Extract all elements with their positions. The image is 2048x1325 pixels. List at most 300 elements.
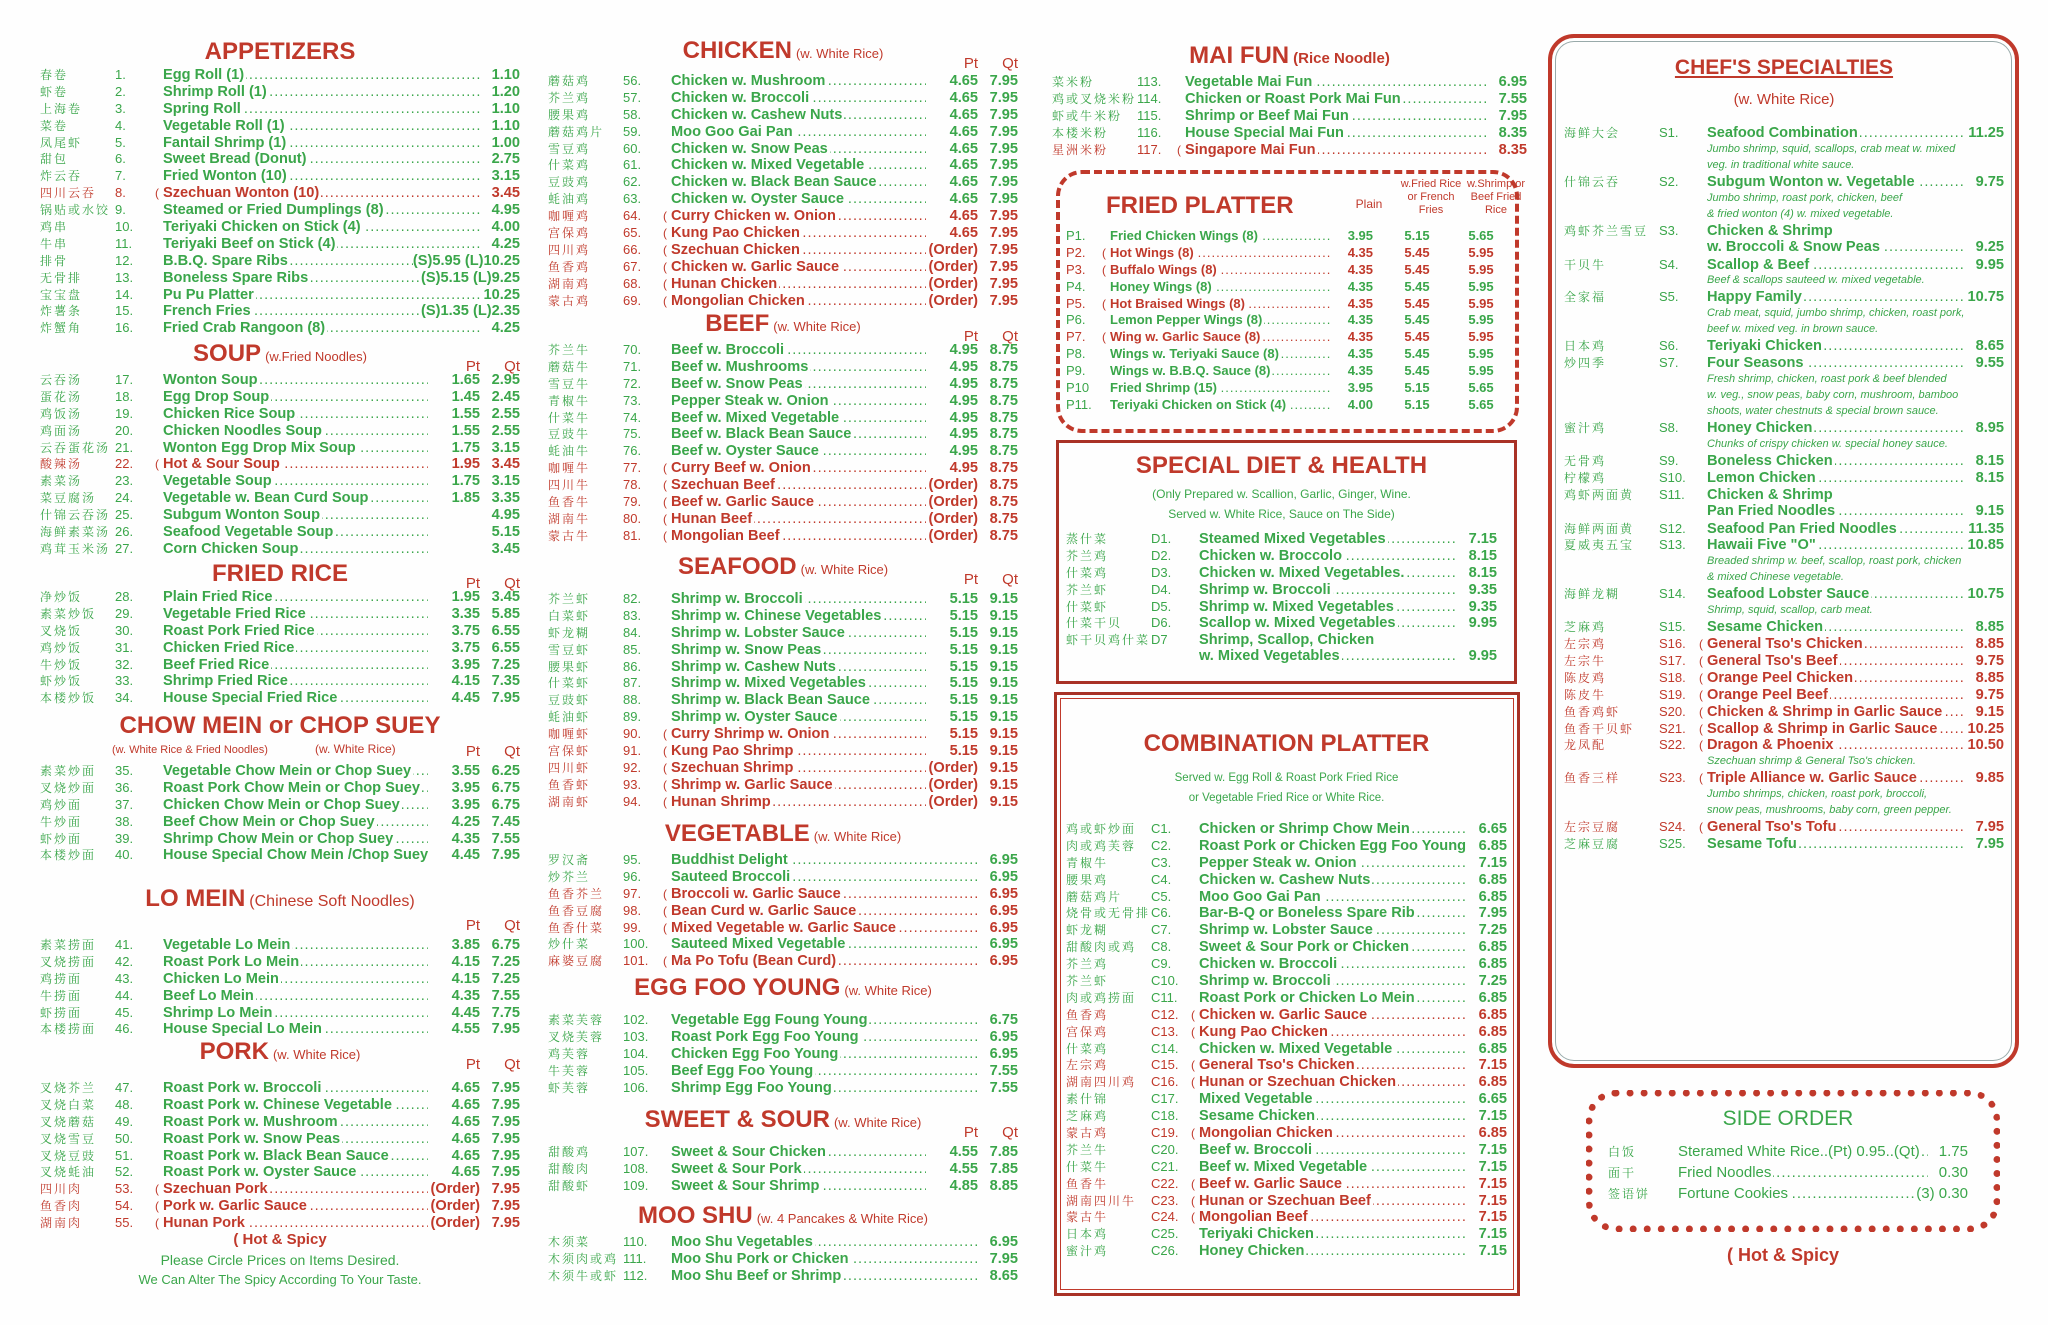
menu-item[interactable]: [548, 1160, 1018, 1177]
menu-item[interactable]: [1066, 363, 1513, 380]
menu-item[interactable]: [1066, 1090, 1507, 1107]
menu-item[interactable]: [548, 725, 1018, 742]
price: 3.15: [491, 168, 520, 185]
menu-item[interactable]: [548, 624, 1018, 641]
menu-item[interactable]: [40, 540, 520, 557]
menu-item[interactable]: [40, 184, 520, 201]
price: 7.15: [1478, 1057, 1507, 1074]
menu-item[interactable]: [40, 1113, 520, 1130]
chili-pepper-icon: (: [663, 760, 667, 775]
menu-item[interactable]: [40, 1214, 520, 1231]
chinese-name: 鱼香鸡: [548, 259, 591, 274]
menu-item[interactable]: [1066, 547, 1497, 564]
item-number: C3.: [1151, 854, 1172, 870]
menu-item[interactable]: [40, 150, 520, 167]
menu-item[interactable]: [1564, 486, 2004, 503]
price: 9.95: [1468, 648, 1497, 665]
item-number: 97.: [623, 885, 642, 901]
price-pint: 4.65: [451, 1164, 480, 1181]
menu-item[interactable]: [1564, 686, 2004, 703]
price-quart: 9.15: [989, 624, 1018, 641]
menu-item[interactable]: [548, 358, 1018, 375]
menu-item[interactable]: [548, 759, 1018, 776]
menu-item[interactable]: [40, 252, 520, 269]
price-quart: 3.15: [491, 473, 520, 490]
menu-item[interactable]: [40, 100, 520, 117]
item-name-text: Chicken w. Garlic Sauce: [1199, 1006, 1368, 1023]
item-name: [163, 507, 428, 523]
item-name: [1707, 223, 2004, 239]
menu-item[interactable]: [40, 622, 520, 639]
item-name-text: Roast Pork Fried Rice: [163, 622, 315, 639]
menu-item[interactable]: [40, 117, 520, 134]
chinese-name: 叉烧蚝油: [40, 1165, 97, 1180]
menu-item[interactable]: [548, 292, 1018, 309]
menu-item[interactable]: [1066, 1056, 1507, 1073]
menu-item[interactable]: [40, 489, 520, 506]
mai-fun-section: [1052, 42, 1527, 157]
item-name: [671, 777, 926, 793]
menu-item[interactable]: [548, 1028, 1018, 1045]
menu-item[interactable]: [1066, 530, 1497, 547]
chinese-name: 叉烧雪豆: [40, 1131, 97, 1146]
price-pint: 4.65: [949, 208, 978, 225]
item-name-text: French Fries: [163, 303, 251, 320]
item-name-text: Vegetable Lo Mein: [163, 937, 291, 953]
menu-item[interactable]: [40, 455, 520, 472]
menu-item[interactable]: [1564, 585, 2004, 602]
item-number: 38.: [115, 813, 134, 829]
menu-item[interactable]: [40, 1163, 520, 1180]
menu-item[interactable]: [1066, 1225, 1507, 1242]
price: 9.95: [1975, 256, 2004, 273]
menu-item[interactable]: [40, 405, 520, 422]
menu-item[interactable]: [1066, 564, 1497, 581]
item-number: S15.: [1659, 619, 1686, 635]
menu-item[interactable]: [1066, 854, 1507, 871]
item-name-text: Roast Pork w. Mushroom: [163, 1113, 338, 1130]
price-quart: 7.55: [491, 987, 520, 1004]
menu-item[interactable]: [548, 123, 1018, 140]
item-name-text: Shrimp w. Broccoli: [1199, 581, 1331, 598]
menu-item[interactable]: [1564, 652, 2004, 669]
menu-item[interactable]: [548, 258, 1018, 275]
menu-item[interactable]: [1052, 107, 1527, 124]
item-name-text: Chicken w. Oyster Sauce: [671, 191, 845, 208]
price-quart: 7.95: [989, 106, 1018, 123]
menu-item[interactable]: [1066, 1175, 1507, 1192]
menu-item[interactable]: [548, 510, 1018, 527]
menu-item[interactable]: [40, 846, 520, 863]
chinese-name: 青椒牛: [548, 393, 591, 408]
menu-item[interactable]: [1066, 1006, 1507, 1023]
price-pint: (Order): [928, 793, 978, 810]
menu-item[interactable]: [1066, 245, 1513, 262]
item-name-text: Shrimp w. Mixed Vegetables: [1199, 598, 1394, 615]
menu-item[interactable]: [1066, 581, 1497, 598]
menu-item[interactable]: [40, 1096, 520, 1113]
menu-item[interactable]: [40, 656, 520, 673]
menu-item[interactable]: [548, 952, 1018, 969]
menu-item[interactable]: [548, 173, 1018, 190]
menu-item[interactable]: [1564, 736, 2004, 753]
menu-item[interactable]: [1564, 769, 2004, 786]
price-pint: 4.95: [949, 460, 978, 477]
menu-item[interactable]: [1066, 228, 1513, 245]
price-quart: 7.95: [491, 847, 520, 864]
chinese-name: 蒙古鸡: [1066, 1126, 1109, 1141]
menu-item[interactable]: [548, 885, 1018, 902]
menu-item[interactable]: [1564, 354, 2004, 371]
menu-item[interactable]: [1066, 397, 1513, 414]
item-number: 67.: [623, 258, 642, 274]
menu-item[interactable]: [1066, 921, 1507, 938]
menu-item[interactable]: [548, 106, 1018, 123]
price: 7.95: [1498, 107, 1527, 124]
menu-item[interactable]: [1564, 669, 2004, 686]
menu-item[interactable]: [40, 936, 520, 953]
menu-item[interactable]: [40, 779, 520, 796]
price: 10.75: [1967, 289, 2004, 306]
menu-item[interactable]: [1066, 1023, 1507, 1040]
menu-item[interactable]: [40, 1197, 520, 1214]
menu-item[interactable]: [548, 919, 1018, 936]
menu-item[interactable]: [40, 134, 520, 151]
item-name: [671, 225, 926, 241]
menu-item[interactable]: [548, 392, 1018, 409]
price: 10.75: [1967, 586, 2004, 603]
item-number: 92.: [623, 759, 642, 775]
menu-item[interactable]: [1564, 720, 2004, 737]
item-name-text: Kung Pao Chicken: [671, 225, 800, 242]
price: 8.65: [989, 1267, 1018, 1284]
menu-item[interactable]: [40, 218, 520, 235]
chili-pepper-icon: (: [663, 209, 667, 224]
menu-item[interactable]: [1066, 1107, 1507, 1124]
menu-item[interactable]: [40, 66, 520, 83]
item-name-text: Spring Roll: [163, 100, 241, 117]
menu-item-continued[interactable]: [1066, 648, 1497, 665]
menu-item[interactable]: [1066, 989, 1507, 1006]
item-name: [1707, 289, 1964, 305]
menu-item[interactable]: [548, 691, 1018, 708]
item-number: 89.: [623, 709, 642, 725]
menu-item[interactable]: [40, 830, 520, 847]
menu-item[interactable]: [40, 672, 520, 689]
price-shrimp-beef: 5.95: [1468, 363, 1494, 379]
menu-item[interactable]: [40, 167, 520, 184]
item-name-text: Pepper Steak w. Onion: [671, 392, 829, 409]
menu-item[interactable]: [548, 493, 1018, 510]
price-quart: 7.25: [491, 970, 520, 987]
menu-item[interactable]: [548, 375, 1018, 392]
item-number: P11.: [1066, 396, 1092, 412]
menu-item[interactable]: [1066, 614, 1497, 631]
price-pint: 4.65: [949, 89, 978, 106]
menu-item[interactable]: [40, 762, 520, 779]
chinese-name: 鱼香什菜: [548, 920, 605, 935]
menu-item[interactable]: [1564, 452, 2004, 469]
menu-item[interactable]: [1066, 1141, 1507, 1158]
menu-item[interactable]: [1564, 288, 2004, 305]
menu-item-continued[interactable]: [1564, 503, 2004, 520]
menu-item[interactable]: [1564, 469, 2004, 486]
menu-item[interactable]: [1066, 346, 1513, 363]
menu-item[interactable]: [1066, 1242, 1507, 1259]
item-name: [671, 1029, 978, 1045]
item-number: S2.: [1659, 173, 1679, 189]
item-name-text: Plain Fried Rice: [163, 589, 273, 605]
menu-item[interactable]: [1066, 938, 1507, 955]
menu-item[interactable]: [1066, 1192, 1507, 1209]
menu-item[interactable]: [1564, 256, 2004, 273]
price-shrimp-beef: 5.95: [1468, 261, 1494, 277]
menu-item[interactable]: [1564, 635, 2004, 652]
price-pint: 4.45: [451, 847, 480, 864]
menu-item[interactable]: [548, 224, 1018, 241]
item-name-text: Shrimp w. Mixed Vegetables: [671, 675, 866, 692]
price: 6.95: [989, 953, 1018, 970]
item-name: [671, 1251, 978, 1267]
item-name: [1185, 91, 1487, 107]
menu-item[interactable]: [1608, 1143, 1968, 1164]
menu-item[interactable]: [548, 902, 1018, 919]
menu-item[interactable]: [548, 89, 1018, 106]
menu-item[interactable]: [548, 1045, 1018, 1062]
menu-item[interactable]: [1564, 818, 2004, 835]
price-fried-rice: 5.45: [1404, 346, 1430, 362]
menu-item[interactable]: [1564, 703, 2004, 720]
menu-item[interactable]: [548, 241, 1018, 258]
menu-item[interactable]: [1052, 73, 1527, 90]
menu-item[interactable]: [1564, 835, 2004, 852]
menu-item[interactable]: [1066, 904, 1507, 921]
menu-item[interactable]: [1066, 871, 1507, 888]
section-title: MOO SHU (w. 4 Pancakes & White Rice): [638, 1202, 928, 1229]
menu-item[interactable]: [1564, 520, 2004, 537]
chinese-name: 芥兰虾: [1066, 582, 1109, 597]
item-name-text: Pu Pu Platter: [163, 286, 254, 303]
menu-item[interactable]: [40, 422, 520, 439]
menu-item[interactable]: [40, 302, 520, 319]
menu-item[interactable]: [1052, 141, 1527, 158]
price: 7.55: [989, 1079, 1018, 1096]
menu-item[interactable]: [40, 796, 520, 813]
chinese-name: 素菜炒面: [40, 764, 97, 778]
menu-item[interactable]: [1066, 837, 1507, 854]
price: 10.85: [1967, 537, 2004, 554]
menu-item[interactable]: [40, 1147, 520, 1164]
price-pint: (Order): [928, 759, 978, 776]
menu-item[interactable]: [40, 1130, 520, 1147]
price-pint: 1.95: [451, 589, 480, 605]
menu-item[interactable]: [40, 605, 520, 622]
menu-item[interactable]: [1066, 279, 1513, 296]
menu-item[interactable]: [548, 1250, 1018, 1267]
price-pint: 5.15: [949, 675, 978, 692]
menu-item[interactable]: [1066, 262, 1513, 279]
item-name: [1199, 531, 1457, 547]
chinese-name: 湖南四川牛: [1066, 1193, 1137, 1208]
menu-item[interactable]: [548, 459, 1018, 476]
menu-item[interactable]: [548, 190, 1018, 207]
menu-item[interactable]: [1066, 972, 1507, 989]
menu-item[interactable]: [40, 523, 520, 540]
menu-item[interactable]: [1066, 631, 1497, 648]
price-pint: 4.65: [949, 225, 978, 242]
menu-item[interactable]: [548, 425, 1018, 442]
item-name: [163, 690, 428, 706]
menu-item[interactable]: [1066, 329, 1513, 346]
chili-pepper-icon: (: [1191, 1210, 1195, 1225]
menu-item[interactable]: [40, 1020, 520, 1037]
menu-item[interactable]: [1066, 312, 1513, 329]
menu-item[interactable]: [548, 674, 1018, 691]
menu-item[interactable]: [40, 439, 520, 456]
menu-item[interactable]: [548, 156, 1018, 173]
item-name-text: Curry Shrimp w. Onion: [671, 726, 830, 743]
menu-item[interactable]: [548, 1267, 1018, 1284]
menu-item[interactable]: [548, 1062, 1018, 1079]
menu-item[interactable]: [1066, 1073, 1507, 1090]
menu-item[interactable]: [548, 776, 1018, 793]
chinese-name: 虾芙蓉: [548, 1080, 591, 1095]
menu-item[interactable]: [1066, 380, 1513, 397]
menu-item[interactable]: [1564, 222, 2004, 239]
chili-pepper-icon: (: [1699, 721, 1703, 736]
menu-item[interactable]: [1564, 618, 2004, 635]
menu-item[interactable]: [1066, 955, 1507, 972]
menu-item[interactable]: [548, 1233, 1018, 1250]
menu-item[interactable]: [40, 286, 520, 303]
menu-item[interactable]: [1066, 296, 1513, 313]
menu-item[interactable]: [1066, 888, 1507, 905]
item-description: Shrimp, squid, scallop, carb meat.: [1707, 604, 1873, 617]
menu-item[interactable]: [548, 207, 1018, 224]
menu-item[interactable]: [548, 1079, 1018, 1096]
menu-item[interactable]: [1608, 1164, 1968, 1185]
price-pint: 4.65: [451, 1147, 480, 1164]
menu-item[interactable]: [548, 658, 1018, 675]
item-name-text: Buddhist Delight: [671, 852, 788, 868]
column-header-plain: Plain: [1355, 197, 1383, 211]
menu-item[interactable]: [548, 140, 1018, 157]
menu-item[interactable]: [548, 793, 1018, 810]
menu-item[interactable]: [1052, 90, 1527, 107]
menu-item[interactable]: [40, 1079, 520, 1096]
chinese-name: 蘑菇鸡片: [1066, 889, 1123, 904]
chili-pepper-icon: (: [1102, 330, 1106, 345]
item-name-text: Chicken w. Mixed Vegetable: [671, 157, 865, 174]
item-name: [1199, 922, 1467, 938]
item-name-text: Happy Family: [1707, 289, 1802, 306]
menu-item[interactable]: [548, 641, 1018, 658]
item-name-text: Seafood Lobster Sauce: [1707, 586, 1870, 603]
price-quart: 8.75: [989, 443, 1018, 460]
menu-item[interactable]: [1564, 337, 2004, 354]
item-name-text: Chicken or Shrimp Chow Mein: [1199, 821, 1410, 837]
menu-item[interactable]: [1608, 1185, 1968, 1206]
menu-item[interactable]: [548, 607, 1018, 624]
menu-item[interactable]: [1066, 598, 1497, 615]
menu-item[interactable]: [40, 639, 520, 656]
menu-item[interactable]: [40, 388, 520, 405]
menu-item[interactable]: [548, 442, 1018, 459]
item-name-text: Wonton Egg Drop Mix Soup: [163, 439, 356, 456]
menu-item[interactable]: [548, 851, 1018, 868]
item-name: [1110, 245, 1331, 260]
item-name-text: Chicken w. Mushroom: [671, 73, 826, 89]
menu-item[interactable]: [40, 201, 520, 218]
menu-item[interactable]: [40, 970, 520, 987]
menu-item[interactable]: [40, 689, 520, 706]
menu-item[interactable]: [40, 83, 520, 100]
chinese-name: 木须牛或虾: [548, 1268, 619, 1283]
item-name: [163, 1164, 428, 1180]
menu-item[interactable]: [548, 935, 1018, 952]
price-quart: 9.15: [989, 591, 1018, 607]
menu-item[interactable]: [1066, 1158, 1507, 1175]
item-number: C4.: [1151, 871, 1172, 887]
item-name-text: Shrimp Chow Mein or Chop Suey: [163, 830, 394, 847]
price-pint: 4.55: [949, 1144, 978, 1160]
menu-item[interactable]: [548, 868, 1018, 885]
menu-item[interactable]: [1052, 124, 1527, 141]
menu-item[interactable]: [548, 742, 1018, 759]
menu-item[interactable]: [1564, 173, 2004, 190]
item-name-text: Shrimp Lo Mein: [163, 1004, 273, 1021]
chinese-name: 素菜炒饭: [40, 606, 97, 621]
menu-item[interactable]: [548, 527, 1018, 544]
price-quart: 7.95: [989, 241, 1018, 258]
menu-item[interactable]: [40, 319, 520, 336]
menu-item[interactable]: [1066, 820, 1507, 837]
menu-item[interactable]: [40, 1004, 520, 1021]
menu-item[interactable]: [40, 235, 520, 252]
menu-item[interactable]: [1564, 124, 2004, 141]
menu-item[interactable]: [1066, 1040, 1507, 1057]
menu-item-continued[interactable]: [1564, 239, 2004, 256]
menu-item[interactable]: [40, 506, 520, 523]
menu-item[interactable]: [40, 269, 520, 286]
chinese-name: 什菜虾: [548, 676, 591, 691]
menu-item[interactable]: [40, 987, 520, 1004]
menu-item[interactable]: [40, 813, 520, 830]
menu-item[interactable]: [548, 1011, 1018, 1028]
price: 8.95: [1975, 420, 2004, 437]
menu-item[interactable]: [1564, 419, 2004, 436]
menu-item[interactable]: [40, 1180, 520, 1197]
menu-item[interactable]: [1066, 1208, 1507, 1225]
menu-item[interactable]: [548, 708, 1018, 725]
menu-item[interactable]: [548, 1177, 1018, 1194]
item-name: [163, 954, 428, 970]
menu-item[interactable]: [548, 476, 1018, 493]
menu-item[interactable]: [1564, 536, 2004, 553]
menu-item[interactable]: [40, 953, 520, 970]
price-plain: 3.95: [1347, 228, 1373, 243]
menu-item[interactable]: [40, 472, 520, 489]
item-name-text: Chicken Lo Mein: [163, 970, 279, 987]
chinese-name: 蒙古牛: [548, 528, 591, 543]
chili-pepper-icon: (: [1699, 654, 1703, 669]
fried-platter-section: [1066, 178, 1526, 414]
price: 6.85: [1478, 1125, 1507, 1142]
menu-item[interactable]: [1066, 1124, 1507, 1141]
menu-item[interactable]: [548, 275, 1018, 292]
item-name: [671, 276, 926, 292]
menu-item[interactable]: [548, 409, 1018, 426]
